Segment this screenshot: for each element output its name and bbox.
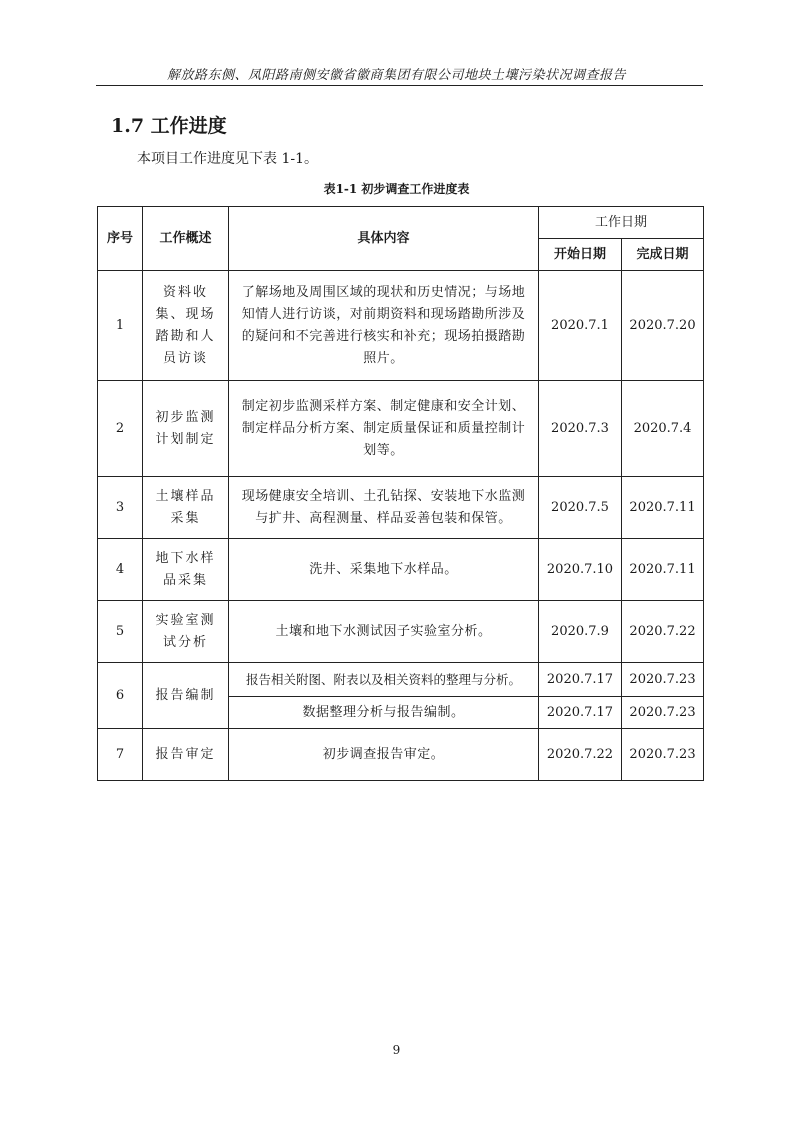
header-content: 具体内容 [229,207,539,271]
row-content: 土壤和地下水测试因子实验室分析。 [229,601,539,663]
row-summary: 土壤样品采集 [143,477,229,539]
row-no: 7 [98,729,143,781]
row-start: 2020.7.1 [539,271,622,381]
row-start: 2020.7.17 [539,697,622,729]
row-end: 2020.7.4 [622,381,704,477]
table-row [98,271,704,381]
row-content: 制定初步监测采样方案、制定健康和安全计划、制定样品分析方案、制定质量保证和质量控制计划等。 [229,381,539,477]
row-summary: 实验室测试分析 [143,601,229,663]
row-start: 2020.7.22 [539,729,622,781]
row-end: 2020.7.23 [622,729,704,781]
row-start: 2020.7.10 [539,539,622,601]
row-no: 4 [98,539,143,601]
table-row [98,663,704,697]
page-number: 9 [392,1043,401,1057]
row-summary: 资料收集、现场踏勘和人员访谈 [143,271,229,381]
table-caption: 表1-1 初步调查工作进度表 [323,182,470,196]
row-start: 2020.7.17 [539,663,622,697]
row-end: 2020.7.11 [622,477,704,539]
header-end: 完成日期 [622,239,704,271]
row-no: 5 [98,601,143,663]
table-row [98,539,704,601]
header-date-group: 工作日期 [539,207,704,239]
row-no: 3 [98,477,143,539]
row-end: 2020.7.23 [622,697,704,729]
row-summary: 地下水样品采集 [143,539,229,601]
row-content: 了解场地及周围区域的现状和历史情况；与场地知情人进行访谈，对前期资料和现场踏勘所涉及的疑问和不完善进行核实和补充；现场拍摄踏勘照片。 [229,271,539,381]
table-row [98,381,704,477]
row-end: 2020.7.22 [622,601,704,663]
row-summary: 报告审定 [143,729,229,781]
table-row [98,477,704,539]
row-end: 2020.7.20 [622,271,704,381]
table-row [98,729,704,781]
row-start: 2020.7.5 [539,477,622,539]
row-end: 2020.7.23 [622,663,704,697]
row-summary: 初步监测计划制定 [143,381,229,477]
row-no: 2 [98,381,143,477]
row-content: 现场健康安全培训、土孔钻探、安装地下水监测与扩井、高程测量、样品妥善包装和保管。 [229,477,539,539]
row-content: 报告相关附图、附表以及相关资料的整理与分析。 [229,663,539,697]
header-divider [96,85,703,86]
row-content: 数据整理分析与报告编制。 [229,697,539,729]
report-header: 解放路东侧、凤阳路南侧安徽省徽商集团有限公司地块土壤污染状况调查报告 [166,68,626,83]
row-no: 6 [98,663,143,729]
row-end: 2020.7.11 [622,539,704,601]
header-no: 序号 [98,207,143,271]
row-start: 2020.7.9 [539,601,622,663]
schedule-table [97,206,704,781]
intro-text: 本项目工作进度见下表 1-1。 [137,151,318,167]
row-content: 初步调查报告审定。 [229,729,539,781]
table-row [98,601,704,663]
row-summary: 报告编制 [143,663,229,729]
row-start: 2020.7.3 [539,381,622,477]
row-no: 1 [98,271,143,381]
row-content: 洗井、采集地下水样品。 [229,539,539,601]
section-title: 1.7 工作进度 [111,115,227,137]
header-summary: 工作概述 [143,207,229,271]
header-start: 开始日期 [539,239,622,271]
